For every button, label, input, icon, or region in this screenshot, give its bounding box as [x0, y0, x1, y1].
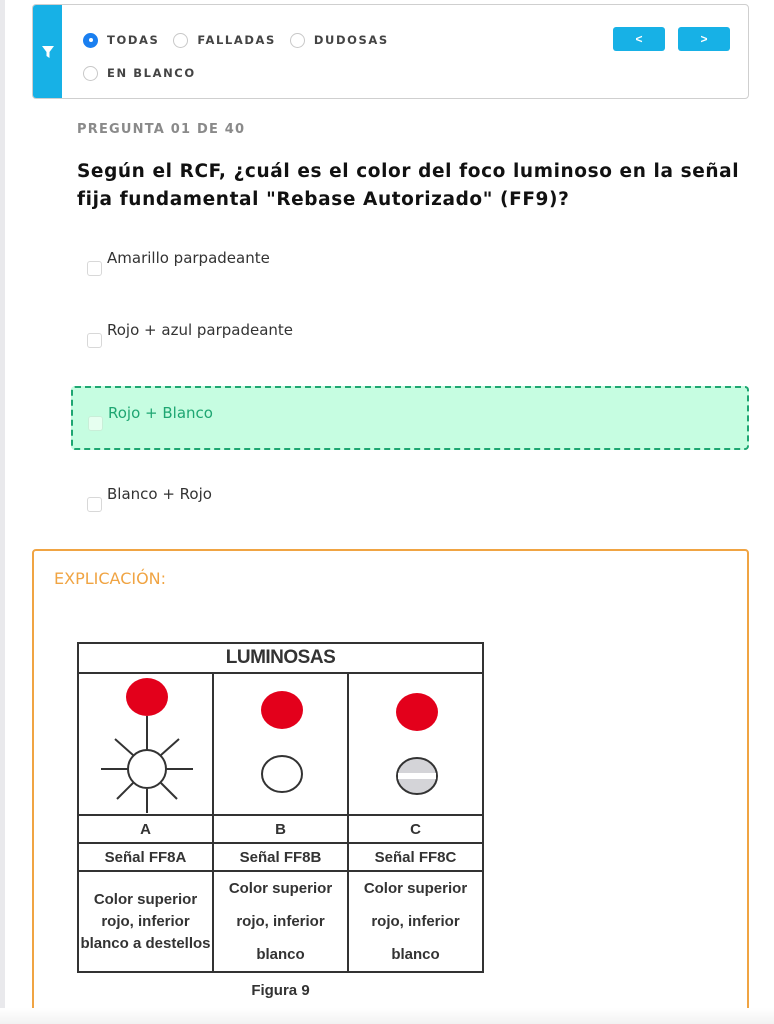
previous-question-button[interactable]: < [613, 27, 665, 51]
answer-option[interactable] [87, 484, 212, 512]
correct-answer-highlight [71, 386, 749, 450]
signal-letter: C [348, 815, 483, 843]
answer-option[interactable] [87, 248, 270, 276]
figure-caption: Figura 9 [251, 982, 310, 999]
signal-table [77, 642, 484, 973]
red-over-barred-white-icon [351, 675, 481, 813]
signal-b-cell [213, 673, 348, 815]
left-rail [0, 0, 5, 1024]
signal-description: Color superior rojo, inferior blanco [213, 871, 348, 972]
answer-checkbox[interactable] [87, 497, 102, 512]
filter-label: FALLADAS [197, 33, 276, 47]
filter-dudosas[interactable] [290, 33, 389, 48]
next-question-button[interactable]: > [678, 27, 730, 51]
signal-letter: A [78, 815, 213, 843]
signal-name: Señal FF8A [78, 843, 213, 871]
red-over-white-icon [216, 675, 346, 813]
signal-description: Color superior rojo, inferior blanco a destellos [78, 871, 213, 972]
answer-label: Amarillo parpadeante [107, 249, 270, 267]
answer-checkbox[interactable] [87, 333, 102, 348]
answer-label: Rojo + azul parpadeante [107, 321, 294, 339]
signal-name: Señal FF8C [348, 843, 483, 871]
radio-todas[interactable] [83, 33, 98, 48]
filter-radio-group [83, 31, 403, 97]
signal-name: Señal FF8B [213, 843, 348, 871]
radio-en-blanco[interactable] [83, 66, 98, 81]
question-text: Según el RCF, ¿cuál es el color del foco luminoso en la señal fija fundamental "Rebase Autorizado" (FF9)? [77, 161, 740, 210]
signal-figure [77, 642, 484, 999]
signal-c-cell [348, 673, 483, 815]
answer-checkbox[interactable] [88, 416, 103, 431]
filter-icon [41, 45, 55, 59]
filter-bar [32, 4, 749, 99]
answer-label: Rojo + Blanco [108, 404, 213, 422]
answer-option[interactable] [87, 320, 293, 348]
red-over-flashing-white-icon [81, 675, 211, 813]
answer-checkbox[interactable] [87, 261, 102, 276]
radio-dudosas[interactable] [290, 33, 305, 48]
radio-falladas[interactable] [173, 33, 188, 48]
signal-a-cell [78, 673, 213, 815]
filter-falladas[interactable] [173, 33, 276, 48]
filter-label: TODAS [107, 33, 160, 47]
explanation-title: EXPLICACIÓN: [54, 569, 167, 588]
answer-label: Blanco + Rojo [107, 485, 212, 503]
question-counter: PREGUNTA 01 DE 40 [77, 122, 246, 137]
signal-description: Color superior rojo, inferior blanco [348, 871, 483, 972]
filter-en-blanco[interactable] [83, 66, 196, 81]
filter-label: DUDOSAS [313, 33, 389, 47]
signal-letter: B [213, 815, 348, 843]
filter-label: EN BLANCO [107, 66, 196, 80]
explanation-panel [32, 549, 749, 1024]
answer-option-correct[interactable] [88, 403, 213, 431]
figure-header: LUMINOSAS [78, 643, 483, 673]
filter-todas[interactable] [83, 33, 159, 48]
filter-tab[interactable] [33, 5, 62, 98]
